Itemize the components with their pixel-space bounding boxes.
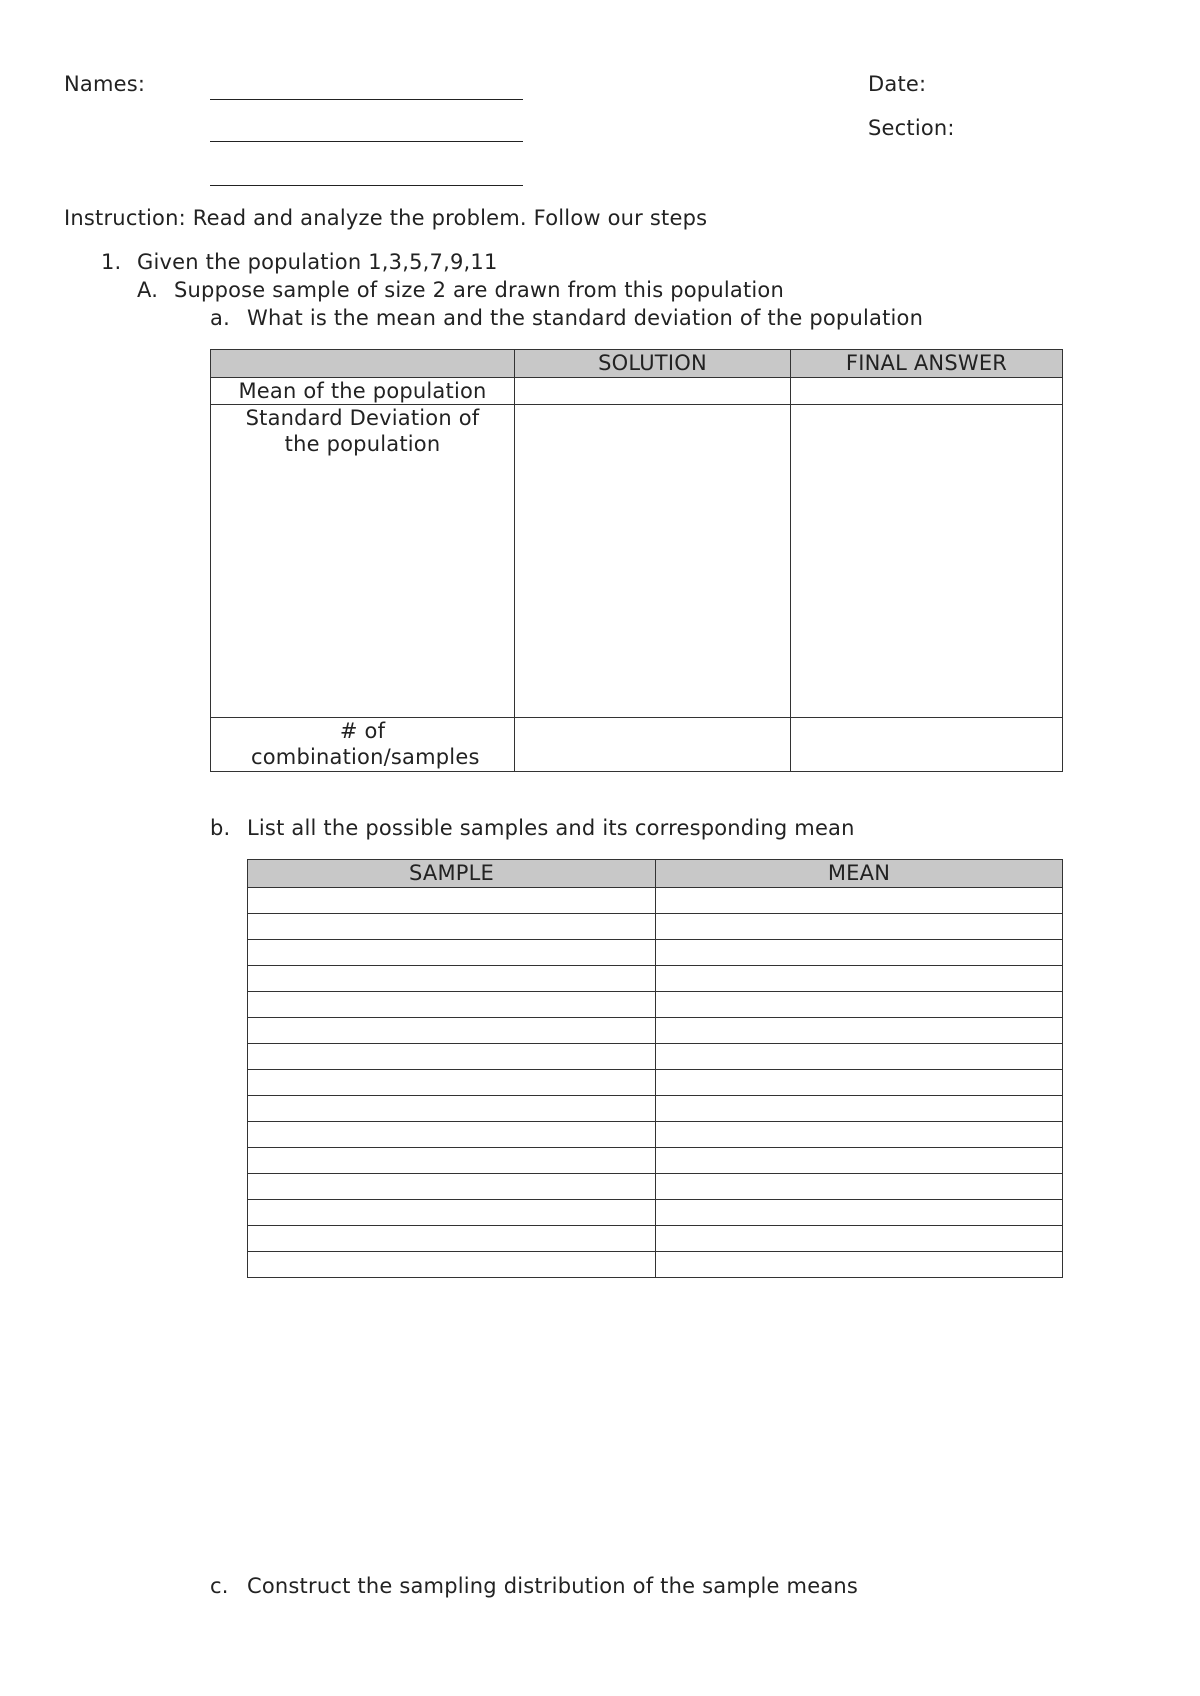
mean-cell[interactable] <box>656 1200 1063 1226</box>
section-label: Section: <box>868 116 955 140</box>
sample-cell[interactable] <box>248 1200 656 1226</box>
part-letter: A. <box>137 278 159 302</box>
table-row <box>248 1122 1063 1148</box>
date-label: Date: <box>868 72 927 96</box>
problem-number: 1. <box>101 250 122 274</box>
table-row <box>248 1044 1063 1070</box>
question-a-letter: a. <box>210 306 230 330</box>
mean-cell[interactable] <box>656 1148 1063 1174</box>
cell-mean-final-answer[interactable] <box>791 378 1063 405</box>
table-row <box>248 1096 1063 1122</box>
cell-mean-solution[interactable] <box>515 378 791 405</box>
sample-cell[interactable] <box>248 940 656 966</box>
mean-cell[interactable] <box>656 940 1063 966</box>
mean-cell[interactable] <box>656 1044 1063 1070</box>
sample-cell[interactable] <box>248 1252 656 1278</box>
mean-cell[interactable] <box>656 1174 1063 1200</box>
row-label-combinations: # of combination/samples <box>211 718 515 772</box>
mean-cell[interactable] <box>656 966 1063 992</box>
table-row <box>248 914 1063 940</box>
question-c-letter: c. <box>210 1574 229 1598</box>
question-a-text: What is the mean and the standard deviation of the population <box>247 306 924 330</box>
sample-cell[interactable] <box>248 1122 656 1148</box>
mean-cell[interactable] <box>656 914 1063 940</box>
row-label-std-dev: Standard Deviation of the population <box>211 405 515 718</box>
samples-table <box>247 859 1063 1278</box>
sample-cell[interactable] <box>248 992 656 1018</box>
table-row <box>248 1018 1063 1044</box>
names-label: Names: <box>64 72 146 96</box>
table-row <box>248 1070 1063 1096</box>
table-row <box>248 940 1063 966</box>
mean-cell[interactable] <box>656 1252 1063 1278</box>
table2-header-mean: MEAN <box>656 860 1063 888</box>
mean-cell[interactable] <box>656 1226 1063 1252</box>
sample-cell[interactable] <box>248 888 656 914</box>
sample-cell[interactable] <box>248 966 656 992</box>
name-blank-1[interactable] <box>210 99 523 100</box>
population-stats-table <box>210 349 1063 772</box>
table-row <box>248 888 1063 914</box>
mean-cell[interactable] <box>656 992 1063 1018</box>
name-blank-3[interactable] <box>210 185 523 186</box>
name-blank-2[interactable] <box>210 141 523 142</box>
mean-cell[interactable] <box>656 1096 1063 1122</box>
table-row <box>248 992 1063 1018</box>
instruction-text: Instruction: Read and analyze the problem. Follow our steps <box>64 206 708 230</box>
mean-cell[interactable] <box>656 1018 1063 1044</box>
row-label-mean: Mean of the population <box>211 378 515 405</box>
sample-cell[interactable] <box>248 1018 656 1044</box>
question-b-text: List all the possible samples and its corresponding mean <box>247 816 855 840</box>
mean-cell[interactable] <box>656 888 1063 914</box>
table-row <box>248 1226 1063 1252</box>
cell-combinations-solution[interactable] <box>515 718 791 772</box>
problem-text: Given the population 1,3,5,7,9,11 <box>137 250 498 274</box>
sample-cell[interactable] <box>248 1044 656 1070</box>
table-row <box>248 1174 1063 1200</box>
table-row <box>248 966 1063 992</box>
cell-combinations-final-answer[interactable] <box>791 718 1063 772</box>
sample-cell[interactable] <box>248 914 656 940</box>
cell-std-dev-final-answer[interactable] <box>791 405 1063 718</box>
part-text: Suppose sample of size 2 are drawn from this population <box>174 278 784 302</box>
table-row <box>248 1200 1063 1226</box>
table2-header-sample: SAMPLE <box>248 860 656 888</box>
mean-cell[interactable] <box>656 1070 1063 1096</box>
question-b-letter: b. <box>210 816 231 840</box>
sample-cell[interactable] <box>248 1070 656 1096</box>
sample-cell[interactable] <box>248 1226 656 1252</box>
cell-std-dev-solution[interactable] <box>515 405 791 718</box>
table-row <box>248 1252 1063 1278</box>
table1-header-blank <box>211 350 515 378</box>
table-row <box>248 1148 1063 1174</box>
sample-cell[interactable] <box>248 1174 656 1200</box>
table1-header-solution: SOLUTION <box>515 350 791 378</box>
sample-cell[interactable] <box>248 1096 656 1122</box>
question-c-text: Construct the sampling distribution of the sample means <box>247 1574 859 1598</box>
sample-cell[interactable] <box>248 1148 656 1174</box>
mean-cell[interactable] <box>656 1122 1063 1148</box>
table1-header-final-answer: FINAL ANSWER <box>791 350 1063 378</box>
